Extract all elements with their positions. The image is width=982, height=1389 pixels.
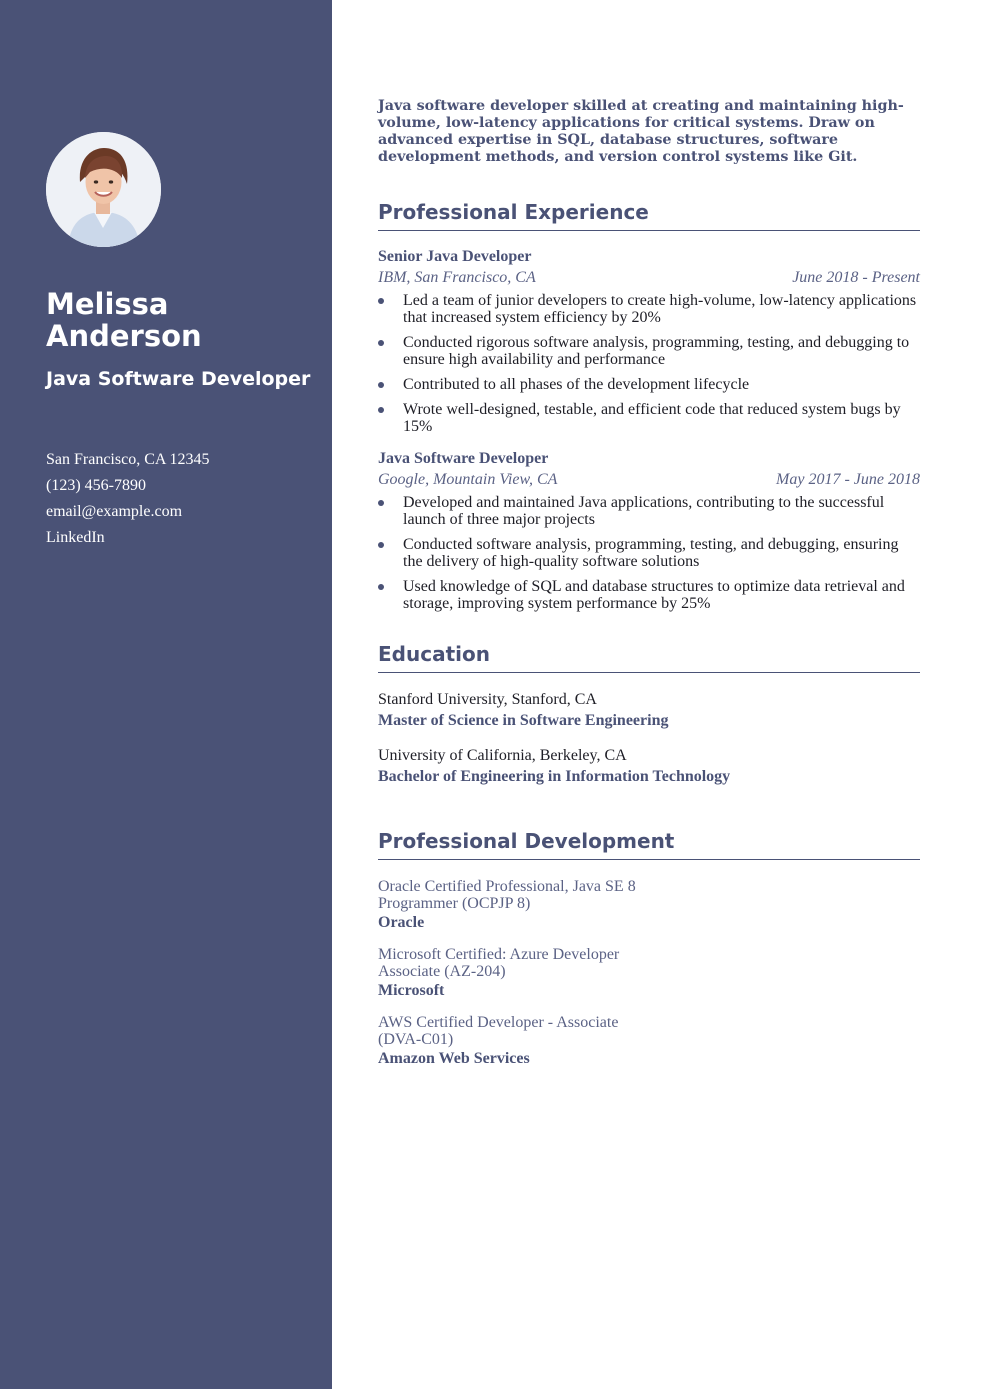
bullet-text: Used knowledge of SQL and database structures to optimize data retrieval and storage, improving system performance by 25% (403, 578, 905, 612)
certification-name: Oracle Certified Professional, Java SE 8 Programmer (OCPJP 8) (378, 878, 636, 912)
job-entry-dates: June 2018 - Present (792, 269, 920, 286)
bullet-text: Conducted software analysis, programming, testing, and debugging, ensuring the delivery of high-quality software solutions (403, 536, 899, 570)
bullet-dot-icon (378, 340, 384, 346)
bullet-text: Contributed to all phases of the development lifecycle (403, 376, 750, 393)
bullet-dot-icon (378, 407, 384, 413)
bullet-dot-icon (378, 500, 384, 506)
education-degree: Bachelor of Engineering in Information Technology (378, 768, 731, 785)
sidebar (0, 0, 332, 1389)
job-entry-meta (378, 469, 920, 490)
job-entry-company: IBM, San Francisco, CA (378, 269, 536, 286)
bullet-dot-icon (378, 382, 384, 388)
bullet-item (378, 536, 920, 570)
job-entry-company: Google, Mountain View, CA (378, 471, 558, 488)
job-entry-meta (378, 267, 920, 288)
profile-photo (46, 132, 161, 247)
bullet-item (378, 578, 920, 612)
certification-issuer: Oracle (378, 914, 425, 931)
job-title: Java Software Developer (46, 368, 311, 390)
bullet-item (378, 376, 920, 393)
education-entry (378, 689, 920, 731)
development-section (378, 829, 920, 1070)
job-entry (378, 449, 920, 612)
bullet-text: Wrote well-designed, testable, and efficient code that reduced system bugs by 15% (403, 401, 901, 435)
job-bullets (378, 494, 920, 612)
bullet-text: Conducted rigorous software analysis, programming, testing, and debugging to ensure high availability and performance (403, 334, 910, 368)
contact-linkedin[interactable]: LinkedIn (46, 529, 105, 546)
contact-location: San Francisco, CA 12345 (46, 451, 210, 468)
person-portrait-icon (46, 132, 161, 247)
summary: Java software developer skilled at creating and maintaining high-volume, low-latency applications for critical systems. Draw on advanced expertise in SQL, database structures, software development methods, and version control systems like Git. (378, 98, 904, 165)
job-entry-title: Java Software Developer (378, 450, 549, 467)
job-bullets (378, 292, 920, 435)
bullet-item (378, 334, 920, 368)
education-degree: Master of Science in Software Engineering (378, 712, 669, 729)
section-title-experience: Professional Experience (378, 200, 920, 231)
bullet-item (378, 401, 920, 435)
certification-name: Microsoft Certified: Azure Developer Associate (AZ-204) (378, 946, 620, 980)
certification-entry (378, 878, 920, 934)
certification-entry (378, 1014, 920, 1070)
education-school: Stanford University, Stanford, CA (378, 691, 597, 708)
bullet-text: Led a team of junior developers to create high-volume, low-latency applications that increased system efficiency by 20% (403, 292, 917, 326)
experience-section (378, 200, 920, 612)
education-entry (378, 745, 920, 787)
certification-issuer: Amazon Web Services (378, 1050, 530, 1067)
education-school: University of California, Berkeley, CA (378, 747, 627, 764)
contact-info (46, 448, 316, 552)
job-entry-dates: May 2017 - June 2018 (776, 471, 920, 488)
person-name: Melissa Anderson (46, 287, 202, 353)
bullet-dot-icon (378, 584, 384, 590)
bullet-item (378, 494, 920, 528)
main-content (378, 98, 920, 1070)
bullet-text: Developed and maintained Java applications, contributing to the successful launch of three major projects (403, 494, 885, 528)
section-title-development: Professional Development (378, 829, 920, 860)
contact-phone: (123) 456-7890 (46, 477, 146, 494)
certification-name: AWS Certified Developer - Associate (DVA-C01) (378, 1014, 619, 1048)
job-entry-title: Senior Java Developer (378, 248, 532, 265)
certification-entry (378, 946, 920, 1002)
education-section (378, 642, 920, 787)
bullet-dot-icon (378, 298, 384, 304)
job-entry (378, 247, 920, 435)
bullet-dot-icon (378, 542, 384, 548)
contact-email[interactable]: email@example.com (46, 503, 183, 520)
bullet-item (378, 292, 920, 326)
certification-issuer: Microsoft (378, 982, 445, 999)
section-title-education: Education (378, 642, 920, 673)
